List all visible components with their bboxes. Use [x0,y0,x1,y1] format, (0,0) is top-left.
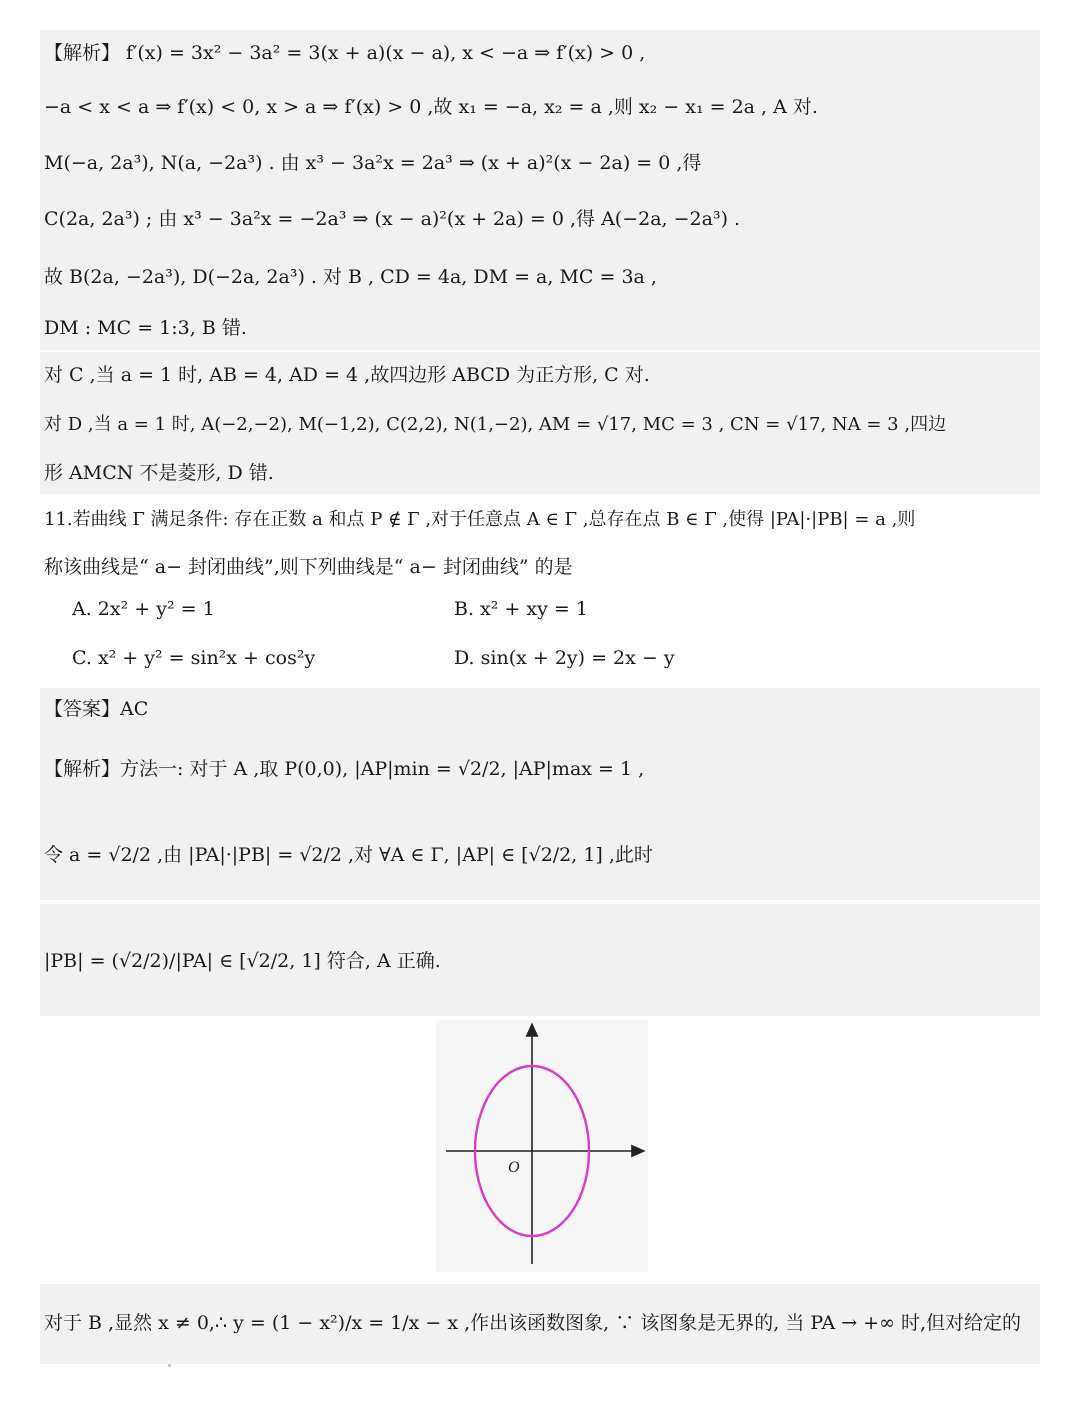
solution-line-7: 对 C ,当 a = 1 时, AB = 4, AD = 4 ,故四边形 ABCD 为正方形, C 对. [44,364,650,386]
solution-line-1: 【解析】 f′(x) = 3x² − 3a² = 3(x + a)(x − a), x < −a ⇒ f′(x) > 0 , [44,42,646,64]
option-b: B. x² + xy = 1 [454,598,588,620]
option-c: C. x² + y² = sin²x + cos²y [72,647,316,669]
question-stem-line-2: 称该曲线是“ a− 封闭曲线”,则下列曲线是“ a− 封闭曲线” 的是 [44,556,573,578]
ellipse-figure [436,1020,648,1272]
solution-line-5: 故 B(2a, −2a³), D(−2a, 2a³) . 对 B , CD = 4a, DM = a, MC = 3a , [44,266,657,288]
answer-band [40,688,1040,728]
option-d: D. sin(x + 2y) = 2x − y [454,647,675,669]
origin-label: O [508,1159,520,1176]
solution-line-6: DM : MC = 1:3, B 错. [44,317,247,339]
solution-line-3: M(−a, 2a³), N(a, −2a³) . 由 x³ − 3a²x = 2a³ ⇒ (x + a)²(x − 2a) = 0 ,得 [44,152,702,174]
option-a: A. 2x² + y² = 1 [72,598,215,620]
solution-line-4: C(2a, 2a³) ; 由 x³ − 3a²x = −2a³ ⇒ (x − a)²(x + 2a) = 0 ,得 A(−2a, −2a³) . [44,208,741,230]
solution-line-9: 形 AMCN 不是菱形, D 错. [44,462,274,484]
question-stem-line-1: 11.若曲线 Γ 满足条件: 存在正数 a 和点 P ∉ Γ ,对于任意点 A ∈ Γ ,总存在点 B ∈ Γ ,使得 |PA|·|PB| = a ,则 [44,509,916,530]
solution-line-8: 对 D ,当 a = 1 时, A(−2,−2), M(−1,2), C(2,2), N(1,−2), AM = √17, MC = 3 , CN = √17, NA = 3 ,四边 [44,414,947,435]
scan-speck [168,1364,171,1367]
analysis-line-3: |PB| = (√2/2)/|PA| ∈ [√2/2, 1] 符合, A 正确. [44,950,441,972]
solution-line-2: −a < x < a ⇒ f′(x) < 0, x > a ⇒ f′(x) > 0 ,故 x₁ = −a, x₂ = a ,则 x₂ − x₁ = 2a , A 对. [44,96,818,118]
ellipse-graph [436,1020,648,1272]
analysis-line-2: 令 a = √2/2 ,由 |PA|·|PB| = √2/2 ,对 ∀A ∈ Γ, |AP| ∈ [√2/2, 1] ,此时 [44,844,653,866]
answer-line: 【答案】AC [44,698,149,720]
analysis-line-1: 【解析】方法一: 对于 A ,取 P(0,0), |AP|min = √2/2, |AP|max = 1 , [44,758,645,780]
analysis-line-4: 对于 B ,显然 x ≠ 0,∴ y = (1 − x²)/x = 1/x − x ,作出该函数图象, ∵ 该图象是无界的, 当 PA → +∞ 时,但对给定的 [44,1312,1022,1334]
